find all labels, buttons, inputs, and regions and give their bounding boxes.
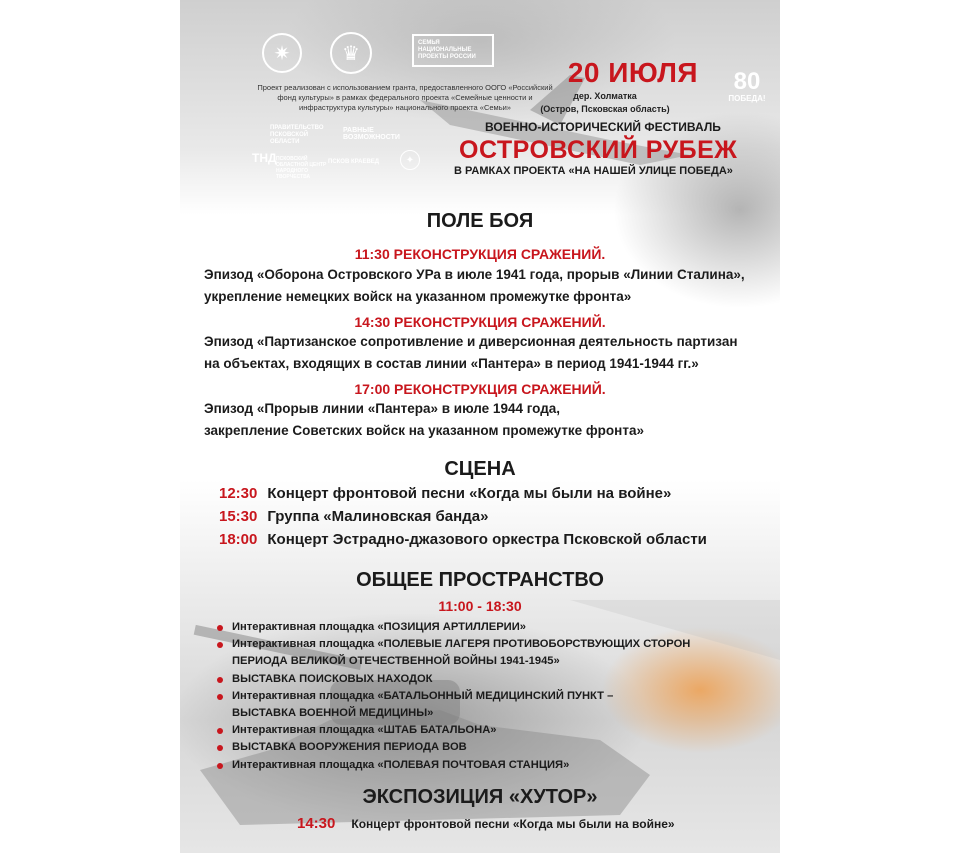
coat-of-arms-icon: ♛ (330, 32, 372, 74)
battle-event-time: 14:30 РЕКОНСТРУКЦИЯ СРАЖЕНИЙ. (354, 314, 606, 330)
tnd-logo: ТНД (252, 151, 277, 165)
list-item: Интерактивная площадка «ПОЛЕВЫЕ ЛАГЕРЯ ПРОТИВОБОРСТВУЮЩИХ СТОРОН (217, 636, 690, 653)
festival-date: 20 ИЮЛЯ (567, 57, 698, 88)
scene-time: 12:30 (219, 485, 258, 502)
tnd-caption: ПСКОВСКИЙ ОБЛАСТНОЙ ЦЕНТР НАРОДНОГО ТВОРЧЕСТВА (276, 156, 327, 180)
festival-subtitle: ВОЕННО-ИСТОРИЧЕСКИЙ ФЕСТИВАЛЬ (485, 120, 721, 134)
battle-event-line: закрепление Советских войск на указанном промежутке фронта» (204, 423, 644, 438)
common-space-heading: ОБЩЕЕ ПРОСТРАНСТВО (356, 569, 604, 591)
list-item: Интерактивная площадка «ШТАБ БАТАЛЬОНА» (217, 722, 690, 739)
festival-poster (180, 0, 780, 853)
list-item: ВЫСТАВКА ПОИСКОВЫХ НАХОДОК (217, 671, 690, 688)
battle-event-description (204, 264, 745, 308)
list-item: Интерактивная площадка «ПОЗИЦИЯ АРТИЛЛЕРИИ» (217, 619, 690, 636)
scene-item (219, 531, 707, 548)
battle-event-line: Эпизод «Оборона Островского УРа в июле 1941 года, прорыв «Линии Сталина», (204, 267, 745, 282)
pskov-government-logo: ПРАВИТЕЛЬСТВО ПСКОВСКОЙ ОБЛАСТИ (270, 125, 324, 145)
ravnye-logo: РАВНЫЕ ВОЗМОЖНОСТИ (343, 127, 400, 141)
pskov-kraeved-logo: ПСКОВ КРАЕВЕД (328, 159, 380, 165)
festival-location (520, 90, 690, 116)
region-name: (Остров, Псковская область) (540, 104, 670, 114)
scene-text: Концерт Эстрадно-джазового оркестра Псковской области (267, 531, 707, 548)
battle-event-description (204, 398, 644, 442)
list-item-continuation: ПЕРИОДА ВЕЛИКОЙ ОТЕЧЕСТВЕННОЙ ВОЙНЫ 1941-1945» (232, 655, 560, 668)
list-item: Интерактивная площадка «ПОЛЕВАЯ ПОЧТОВАЯ СТАНЦИЯ» (217, 757, 690, 774)
battle-event-line: Эпизод «Партизанское сопротивление и диверсионная деятельность партизан (204, 334, 738, 349)
victory-80-badge (718, 70, 776, 103)
anniversary-word: ПОБЕДА! (728, 94, 766, 103)
village-name: дер. Холматка (573, 91, 637, 101)
list-item: Интерактивная площадка «БАТАЛЬОННЫЙ МЕДИЦИНСКИЙ ПУНКТ – (217, 688, 690, 705)
scene-heading: СЦЕНА (444, 458, 516, 480)
khutor-time: 14:30 (297, 815, 336, 832)
scene-item (219, 508, 488, 525)
festival-project: В РАМКАХ ПРОЕКТА «НА НАШЕЙ УЛИЦЕ ПОБЕДА» (454, 165, 733, 177)
battle-event-line: на объектах, входящих в состав линии «Пантера» в период 1941-1944 гг.» (204, 356, 699, 371)
anniversary-number: 80 (733, 68, 761, 95)
battle-event-line: Эпизод «Прорыв линии «Пантера» в июле 1944 года, (204, 401, 561, 416)
festival-title: ОСТРОВСКИЙ РУБЕЖ (459, 136, 738, 164)
battle-event-time: 17:00 РЕКОНСТРУКЦИЯ СРАЖЕНИЙ. (354, 381, 606, 397)
battlefield-heading: ПОЛЕ БОЯ (426, 210, 534, 232)
list-item: ВЫСТАВКА ВООРУЖЕНИЯ ПЕРИОДА ВОВ (217, 739, 690, 756)
scene-time: 15:30 (219, 508, 258, 525)
khutor-text: Концерт фронтовой песни «Когда мы были на войне» (351, 817, 675, 831)
battle-event-description (204, 331, 738, 375)
khutor-heading: ЭКСПОЗИЦИЯ «ХУТОР» (362, 786, 598, 808)
battle-event-time: 11:30 РЕКОНСТРУКЦИЯ СРАЖЕНИЙ. (354, 246, 606, 262)
common-space-list (217, 619, 690, 774)
national-projects-logo: СЕМЬЯ НАЦИОНАЛЬНЫЕ ПРОЕКТЫ РОССИИ (412, 34, 494, 67)
scene-text: Группа «Малиновская банда» (267, 508, 489, 525)
round-emblem-icon: ✦ (400, 150, 420, 170)
battle-event-line: укрепление немецких войск на указанном промежутке фронта» (204, 289, 632, 304)
scene-text: Концерт фронтовой песни «Когда мы были на войне» (267, 485, 672, 502)
common-space-time: 11:00 - 18:30 (438, 598, 522, 614)
list-item-continuation: ВЫСТАВКА ВОЕННОЙ МЕДИЦИНЫ» (232, 707, 434, 720)
scene-item (219, 485, 671, 502)
khutor-item (297, 815, 675, 833)
grant-notice: Проект реализован с использованием гранта, предоставленного ООГО «Российский фонд культуры» в рамках федерального проекта «Семейные ценности и инфраструктура культуры» национального проекта «Семьи» (257, 83, 553, 112)
culture-fund-emblem: ✷ (262, 33, 302, 73)
scene-time: 18:00 (219, 531, 258, 548)
